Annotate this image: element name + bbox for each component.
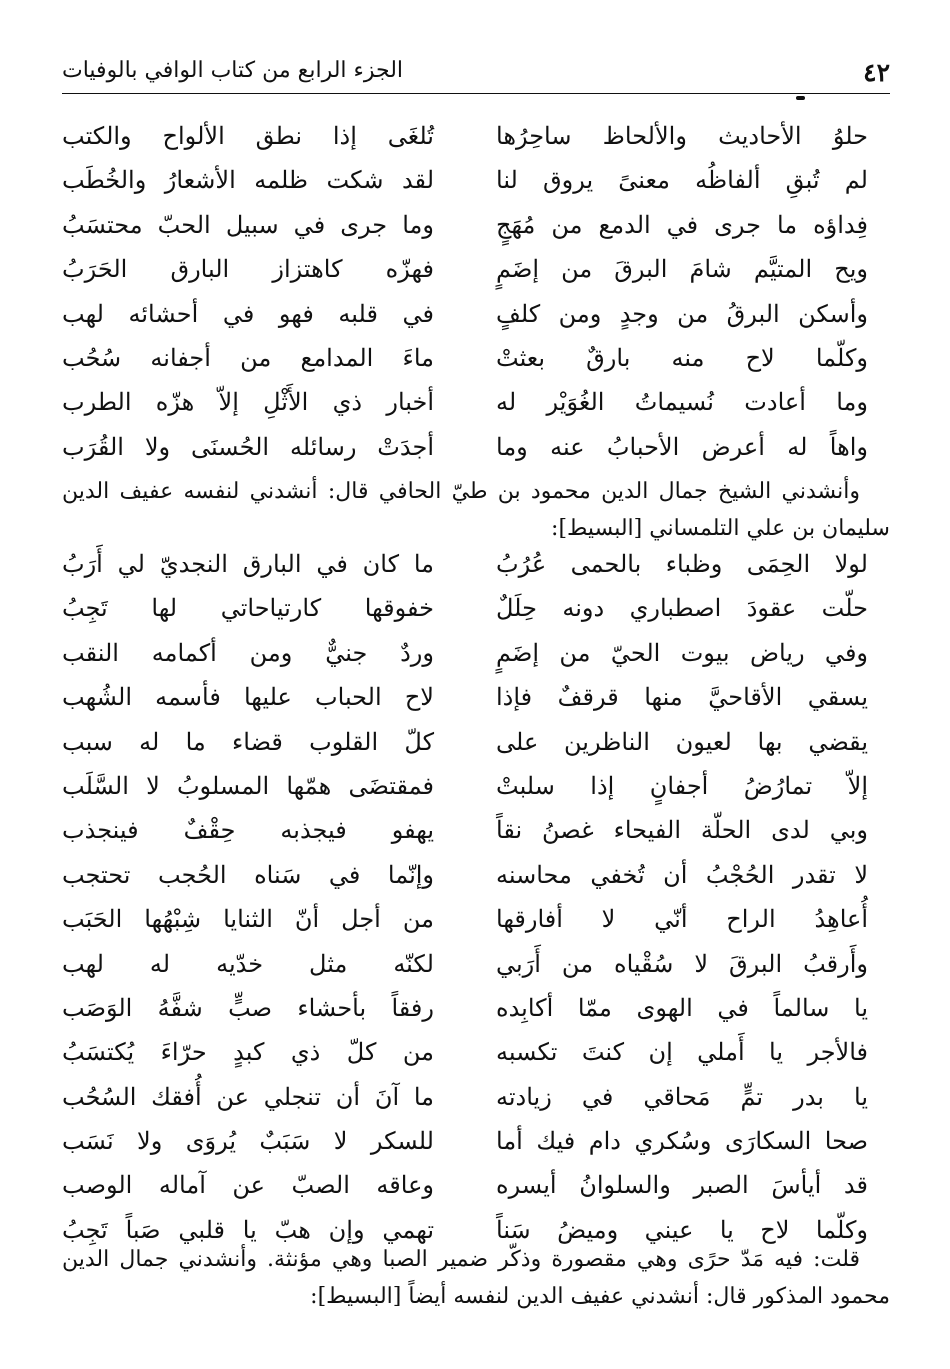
- running-title: الجزء الرابع من كتاب الوافي بالوفيات: [62, 58, 404, 83]
- verse-first-hemistich: أُعاهِدُ الراح أنّي لا أفارقها: [496, 905, 868, 934]
- verse-line: [62, 853, 890, 897]
- verse-line: [62, 986, 890, 1030]
- verse-line: [62, 631, 890, 675]
- verse-first-hemistich: يسقي الأقاحيَّ منها قرقفٌ فإذا: [496, 683, 868, 712]
- verse-first-hemistich: وفي رياض بيوت الحيّ من إضَمٍ: [496, 638, 868, 667]
- verse-second-hemistich: لكنّه مثل خدّيه له لهب: [62, 949, 434, 978]
- prose-text: قلت: فيه مَدّ حرًى وهي مقصورة وذكّر ضمير الصبا وهي مؤنثة. وأنشدني جمال الدين محمود المذكور قال: أنشدني عفيف الدين لنفسه أيضاً [البسيط]:: [62, 1247, 890, 1309]
- verse-first-hemistich: وكلّما لاح يا عيني وميضُ سَناً: [496, 1215, 868, 1244]
- verse-second-hemistich: رفقاً بأحشاء صبٍّ شفَّهُ الوَصَب: [62, 993, 434, 1022]
- verse-first-hemistich: فالأجر يا أَملي إن كنتَ تكسبه: [496, 1038, 868, 1067]
- verse-first-hemistich: وكلّما لاح منه بارقٌ بعثتْ: [496, 343, 868, 372]
- prose-text: وأنشدني الشيخ جمال الدين محمود بن طيّ الحافي قال: أنشدني لنفسه عفيف الدين سليمان بن علي التلمساني [البسيط]:: [62, 479, 890, 541]
- header-rule: [62, 93, 890, 94]
- verse-line: [62, 336, 890, 380]
- verse-second-hemistich: ما آنَ أن تنجلي عن أُفقك السُحُب: [62, 1082, 434, 1111]
- verse-line: [62, 1119, 890, 1163]
- verse-second-hemistich: تُلغَى إذا نطق الألواح والكتب: [62, 122, 434, 150]
- verse-first-hemistich: وما أعادت نُسيماتُ الغُوَيْر له: [496, 388, 868, 417]
- verse-second-hemistich: كلّ القلوب قضاء ما له سبب: [62, 727, 434, 756]
- verse-second-hemistich: وما جرى في سبيل الحبّ محتسَبُ: [62, 210, 434, 239]
- verse-second-hemistich: وعاقه الصبّ عن آماله الوصب: [62, 1171, 434, 1200]
- verse-second-hemistich: للسكر لا سَبَبٌ يُروَى ولا نَسَب: [62, 1127, 434, 1156]
- verse-first-hemistich: وبي لدى الحلّة الفيحاء غصنُ نقاً: [496, 816, 868, 845]
- verse-first-hemistich: ويح المتيَّم شامَ البرقَ من إضَمٍ: [496, 255, 868, 284]
- verse-second-hemistich: من أجل أنّ الثنايا شِبْهُها الحَبَب: [62, 905, 434, 934]
- page-header: [62, 52, 890, 92]
- verse-line: [62, 1075, 890, 1119]
- verse-line: [62, 942, 890, 986]
- verse-first-hemistich: حلوُ الأحاديث والألحاظ ساحِرُها: [496, 122, 868, 150]
- prose-paragraph-2: [62, 1241, 890, 1315]
- verse-first-hemistich: حلّت عقودَ اصطباري دونه حِلَلٌ: [496, 594, 868, 623]
- verse-line: [62, 247, 890, 291]
- verse-line: [62, 292, 890, 336]
- verse-second-hemistich: في قلبه فهو في أحشائه لهب: [62, 299, 434, 328]
- verse-line: [62, 114, 890, 158]
- verse-line: [62, 1163, 890, 1207]
- verse-first-hemistich: واهاً له أعرض الأحبابُ عنه وما: [496, 432, 868, 461]
- verse-first-hemistich: فِداؤه ما جرى في الدمع من مُهَجٍ: [496, 210, 868, 239]
- verse-first-hemistich: وأَرقبُ البرقَ لا سُقْياه من أَرَبي: [496, 949, 868, 978]
- verse-first-hemistich: وأسكن البرقُ من وجدٍ ومن كلفٍ: [496, 299, 868, 328]
- verse-second-hemistich: من كلّ ذي كبدٍ حرّاءَ يُكتسَبُ: [62, 1038, 434, 1067]
- verse-line: [62, 764, 890, 808]
- verse-line: [62, 380, 890, 424]
- verse-line: [62, 542, 890, 586]
- verse-second-hemistich: أخبار ذي الأَثْلِ إلاّ هزّه الطرب: [62, 388, 434, 417]
- verse-second-hemistich: لاح الحباب عليها فأسمه الشُهب: [62, 683, 434, 712]
- header-rule-ornament: [796, 96, 805, 100]
- verse-second-hemistich: ماءَ المدامع من أجفانه سُحُب: [62, 343, 434, 372]
- verse-first-hemistich: لولا الحِمَى وظباء بالحمى عُرُبُ: [496, 550, 868, 578]
- poem-block-2: [62, 542, 890, 1252]
- verse-second-hemistich: أجدَتْ رسائله الحُسنَى ولا القُرَب: [62, 432, 434, 461]
- verse-second-hemistich: وردٌ جنيٌّ ومن أكمامه النقب: [62, 638, 434, 667]
- verse-line: [62, 586, 890, 630]
- verse-first-hemistich: صحا السكارَى وسُكري دام فيك أما: [496, 1127, 868, 1156]
- verse-second-hemistich: خفوقها كارتياحاتي لها تَجِبُ: [62, 594, 434, 623]
- verse-first-hemistich: لم تُبقِ ألفاظُه معنىً يروق لنا: [496, 166, 868, 195]
- verse-first-hemistich: يقضي بها لعيون الناظرين على: [496, 727, 868, 756]
- page-number: ٤٢: [863, 58, 890, 87]
- verse-line: [62, 720, 890, 764]
- verse-line: [62, 425, 890, 469]
- verse-first-hemistich: يا سالماً في الهوى ممّا أكابِده: [496, 993, 868, 1022]
- verse-second-hemistich: ما كان في البارق النجديّ لي أَرَبُ: [62, 550, 434, 578]
- verse-second-hemistich: فهزّه كاهتزاز البارق الحَرَبُ: [62, 255, 434, 284]
- prose-paragraph-1: [62, 473, 890, 547]
- poem-block-1: [62, 114, 890, 469]
- verse-second-hemistich: وإنّما في سَناه الحُجب تحتجب: [62, 860, 434, 889]
- verse-second-hemistich: تهمي وإن هبّ يا قلبي صَباً تَجِبُ: [62, 1215, 434, 1244]
- verse-line: [62, 675, 890, 719]
- verse-first-hemistich: لا تقدر الحُجْبُ أن تُخفي محاسنه: [496, 860, 868, 889]
- verse-line: [62, 203, 890, 247]
- verse-first-hemistich: قد أيأسَ الصبر والسلوانُ أيسره: [496, 1171, 868, 1200]
- verse-first-hemistich: يا بدر تمٍّ مَحاقي في زيادته: [496, 1082, 868, 1111]
- verse-line: [62, 808, 890, 852]
- verse-second-hemistich: يهفو فيجذبه حِقْفٌ فينجذب: [62, 816, 434, 845]
- verse-line: [62, 897, 890, 941]
- verse-second-hemistich: لقد شكت ظلمه الأشعارُ والخُطَب: [62, 166, 434, 195]
- verse-first-hemistich: إلاّ تمارُضُ أجفانٍ إذا سلبتْ: [496, 771, 868, 800]
- verse-line: [62, 158, 890, 202]
- verse-line: [62, 1030, 890, 1074]
- verse-second-hemistich: فمقتضَى همّها المسلوبُ لا السَّلَب: [62, 771, 434, 800]
